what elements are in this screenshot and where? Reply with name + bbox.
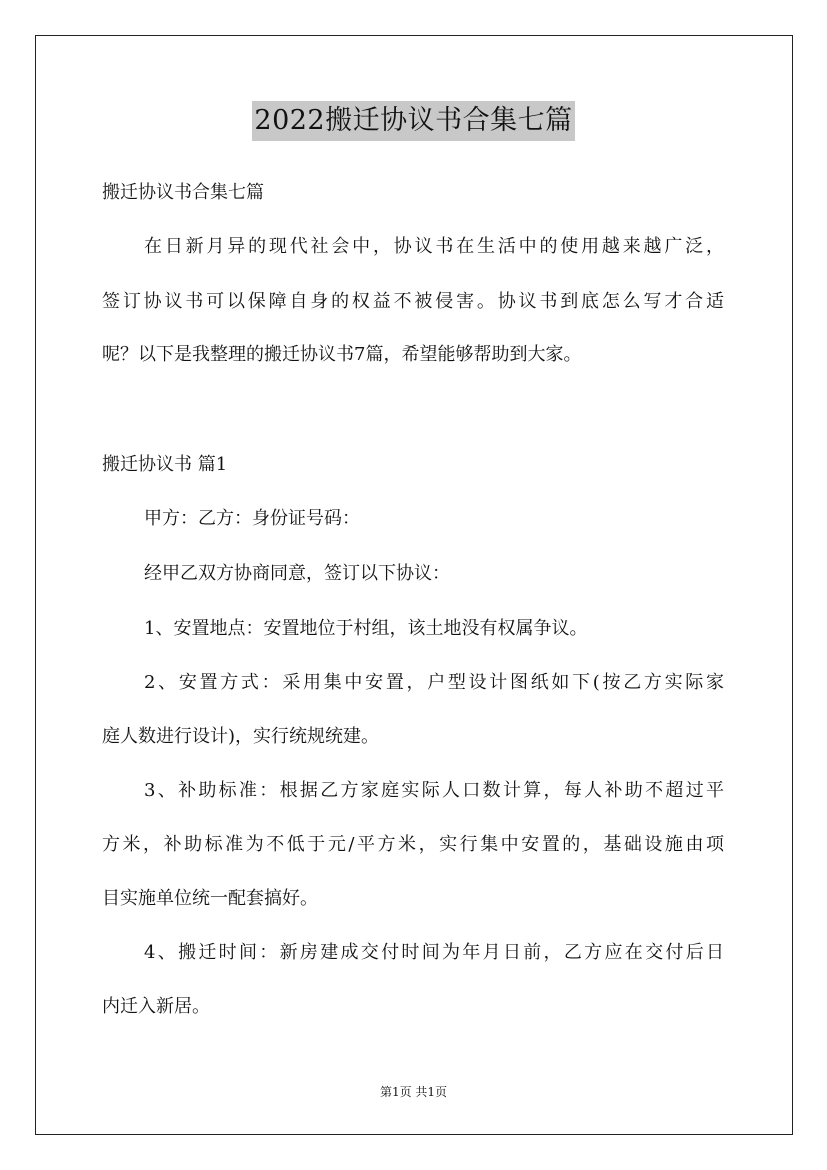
document-title: 2022搬迁协议书合集七篇 bbox=[252, 101, 574, 141]
page-footer: 第1页 共1页 bbox=[379, 1085, 448, 1099]
body-line-clause-4b: 内迁入新居。 bbox=[102, 996, 210, 1017]
body-line-clause-3b: 方米，补助标准为不低于元/平方米，实行集中安置的，基础设施由项 bbox=[102, 834, 724, 855]
document-subtitle: 搬迁协议书合集七篇 bbox=[102, 182, 264, 203]
title-container bbox=[0, 101, 827, 141]
intro-line-3: 呢？以下是我整理的搬迁协议书7篇，希望能够帮助到大家。 bbox=[102, 344, 582, 365]
body-line-clause-3c: 目实施单位统一配套搞好。 bbox=[102, 888, 318, 909]
intro-line-1: 在日新月异的现代社会中，协议书在生活中的使用越来越广泛， bbox=[144, 236, 724, 257]
body-line-clause-4a: 4、搬迁时间：新房建成交付时间为年月日前，乙方应在交付后日 bbox=[144, 942, 724, 963]
section-heading: 搬迁协议书 篇1 bbox=[102, 454, 228, 475]
body-line-clause-3a: 3、补助标准：根据乙方家庭实际人口数计算，每人补助不超过平 bbox=[144, 780, 724, 801]
body-line-clause-2a: 2、安置方式：采用集中安置，户型设计图纸如下(按乙方实际家 bbox=[144, 672, 724, 693]
body-line-agreement: 经甲乙双方协商同意，签订以下协议： bbox=[144, 563, 450, 584]
body-line-clause-1: 1、安置地点：安置地位于村组，该土地没有权属争议。 bbox=[144, 618, 588, 639]
body-line-clause-2b: 庭人数进行设计)，实行统规统建。 bbox=[102, 726, 380, 747]
intro-line-2: 签订协议书可以保障自身的权益不被侵害。协议书到底怎么写才合适 bbox=[102, 291, 724, 312]
body-line-parties: 甲方：乙方：身份证号码： bbox=[144, 508, 360, 529]
